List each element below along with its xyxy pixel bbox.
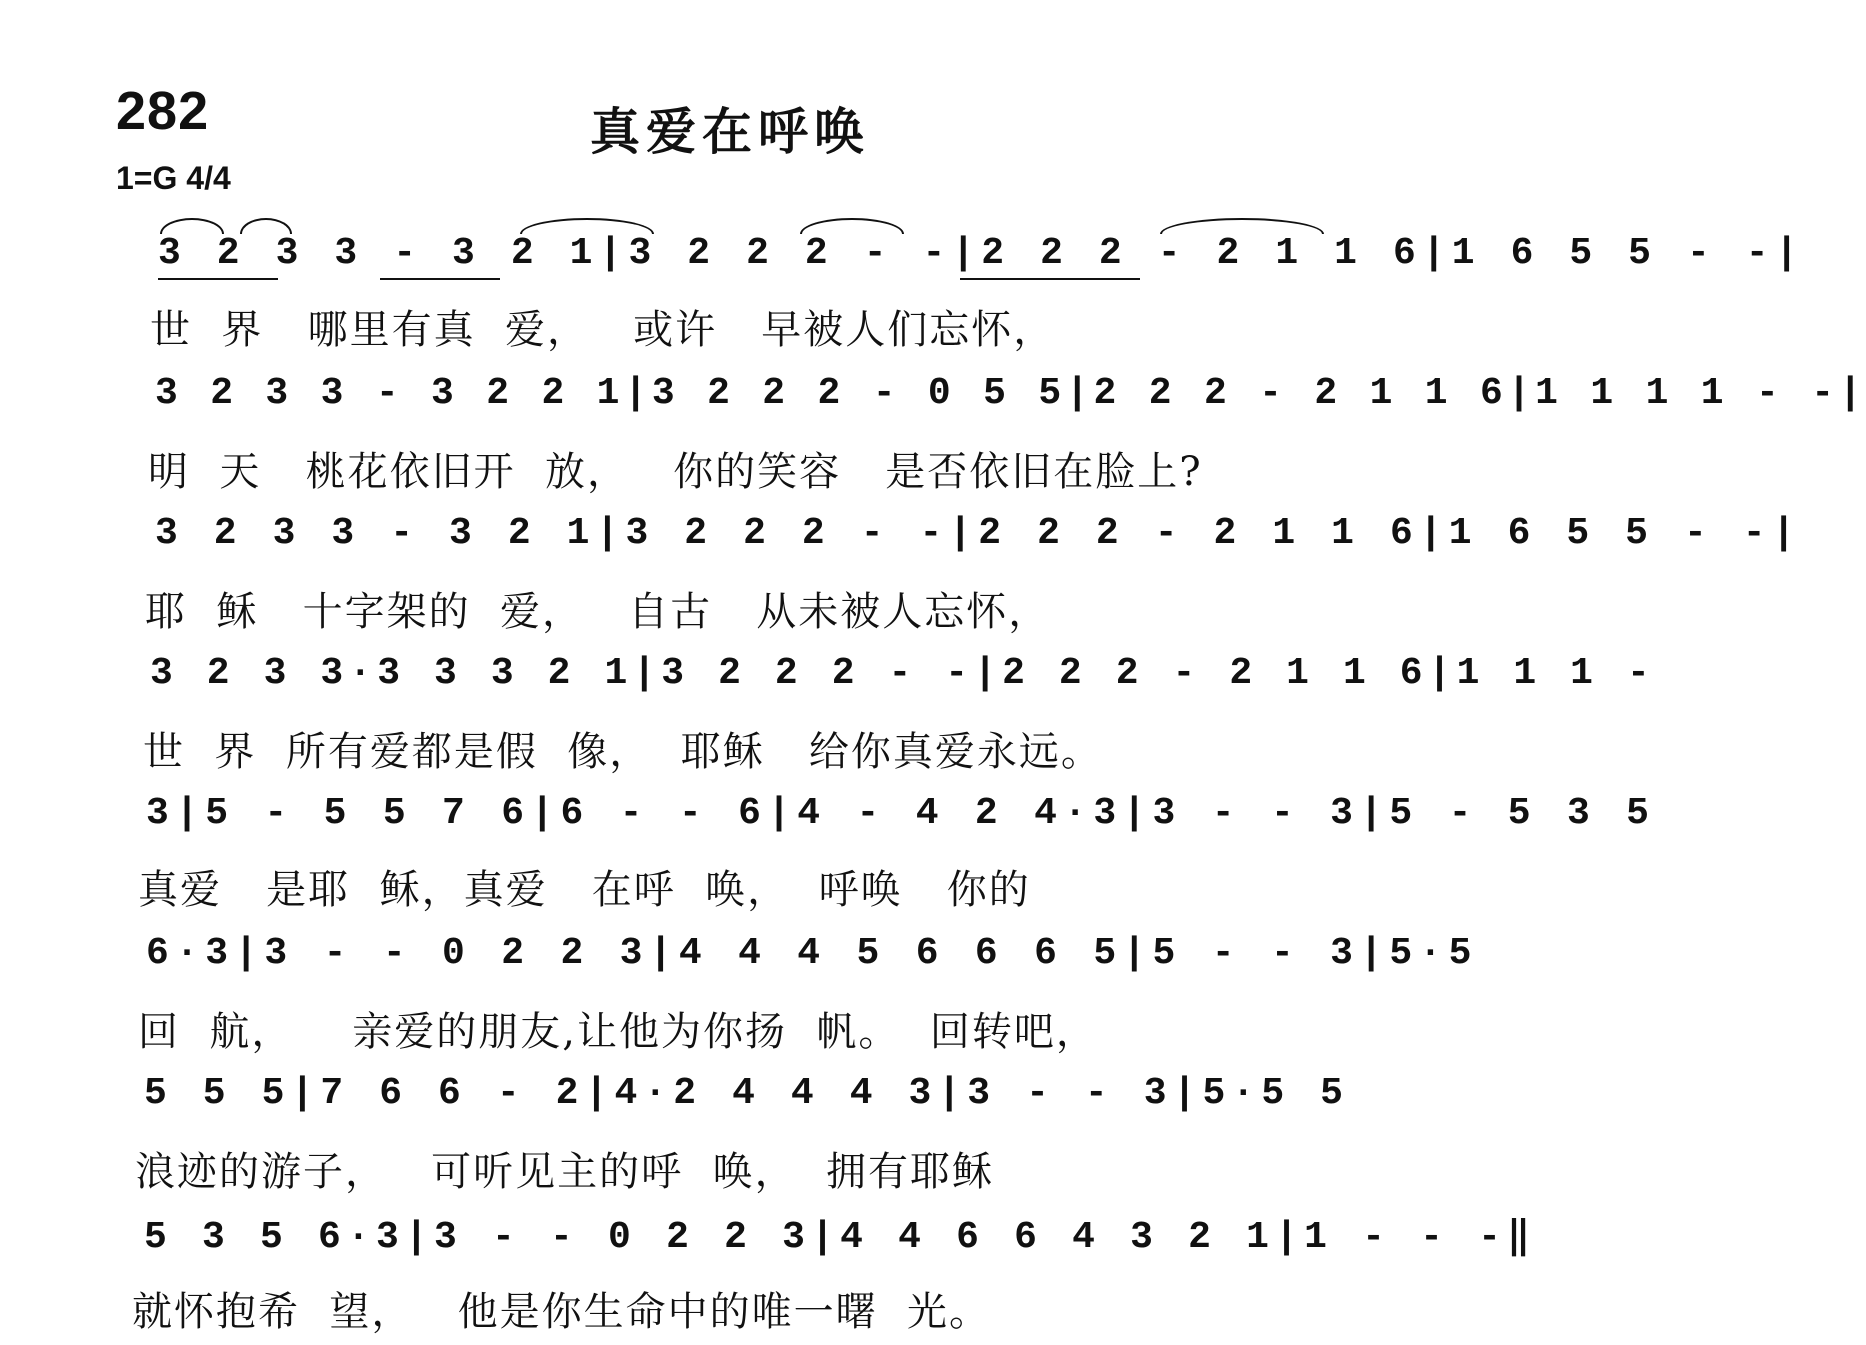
lyrics: 浪迹的游子， 可听见主的呼 唤， 拥有耶稣	[135, 1149, 995, 1195]
slur	[520, 218, 654, 234]
notation: 3 2 3 3·3 3 3 2 1|3 2 2 2 - -|2 2 2 - 2 1 1 6|1 1 1 -	[150, 652, 1656, 695]
notation: 5 5 5|7 6 6 - 2|4·2 4 4 4 3|3 - - 3|5·5 5	[144, 1072, 1350, 1115]
slur	[800, 218, 904, 234]
notation: 3 2 3 3 - 3 2 2 1|3 2 2 2 - 0 5 5|2 2 2 - 2 1 1 6|1 1 1 1 - -|	[155, 372, 1866, 415]
notation: 6·3|3 - - 0 2 2 3|4 4 4 5 6 6 6 5|5 - - 3|5·5	[146, 932, 1479, 975]
hymn-number: 282	[116, 81, 210, 141]
key-signature: 1=G 4/4	[116, 160, 231, 196]
lyrics: 就怀抱希 望， 他是你生命中的唯一曙 光。	[132, 1289, 992, 1335]
lyrics: 世 界 哪里有真 爱， 或许 早被人们忘怀，	[150, 307, 1056, 353]
notation: 3 2 3 3 - 3 2 1|3 2 2 2 - -|2 2 2 - 2 1 1 6|1 6 5 5 - -|	[155, 512, 1802, 555]
song-title: 真爱在呼唤	[590, 103, 870, 161]
beam-underline	[158, 278, 278, 280]
lyrics: 真爱 是耶 稣，真爱 在呼 唤， 呼唤 你的	[138, 867, 1031, 913]
lyrics: 世 界 所有爱都是假 像， 耶稣 给你真爱永远。	[143, 729, 1103, 775]
beam-underline	[960, 278, 1140, 280]
lyrics: 耶 稣 十字架的 爱， 自古 从未被人忘怀，	[145, 589, 1051, 635]
notation: 3|5 - 5 5 7 6|6 - - 6|4 - 4 2 4·3|3 - - 3|5 - 5 3 5	[146, 792, 1656, 835]
beam-underline	[380, 278, 500, 280]
slur	[160, 218, 224, 234]
lyrics: 回 航， 亲爱的朋友,让他为你扬 帆。 回转吧，	[138, 1009, 1098, 1055]
slur	[240, 218, 292, 234]
slur	[1160, 218, 1324, 234]
lyrics: 明 天 桃花依旧开 放， 你的笑容 是否依旧在脸上?	[148, 449, 1203, 495]
notation: 5 3 5 6·3|3 - - 0 2 2 3|4 4 6 6 4 3 2 1|1 - - -‖	[144, 1216, 1537, 1259]
notation: 3 2 3 3 - 3 2 1|3 2 2 2 - -|2 2 2 - 2 1 1 6|1 6 5 5 - -|	[158, 232, 1805, 275]
